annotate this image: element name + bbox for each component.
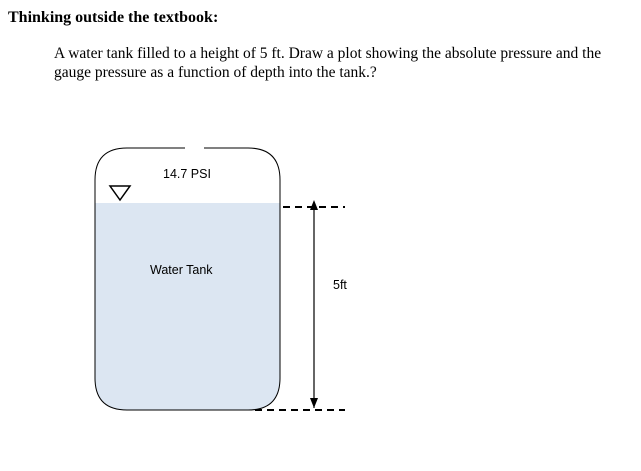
water-surface-triangle-icon (110, 186, 130, 200)
problem-question: A water tank filled to a height of 5 ft. Draw a plot showing the absolute pressure and the gauge pressure as a function of depth into the tank.? (54, 45, 602, 81)
height-label: 5ft (333, 278, 347, 292)
water-body (95, 203, 280, 410)
problem-heading: Thinking outside the textbook: (8, 9, 219, 26)
arrow-down-icon (310, 398, 318, 408)
arrow-up-icon (310, 200, 318, 210)
air-pressure-label: 14.7 PSI (163, 167, 211, 181)
tank-label: Water Tank (150, 263, 213, 277)
